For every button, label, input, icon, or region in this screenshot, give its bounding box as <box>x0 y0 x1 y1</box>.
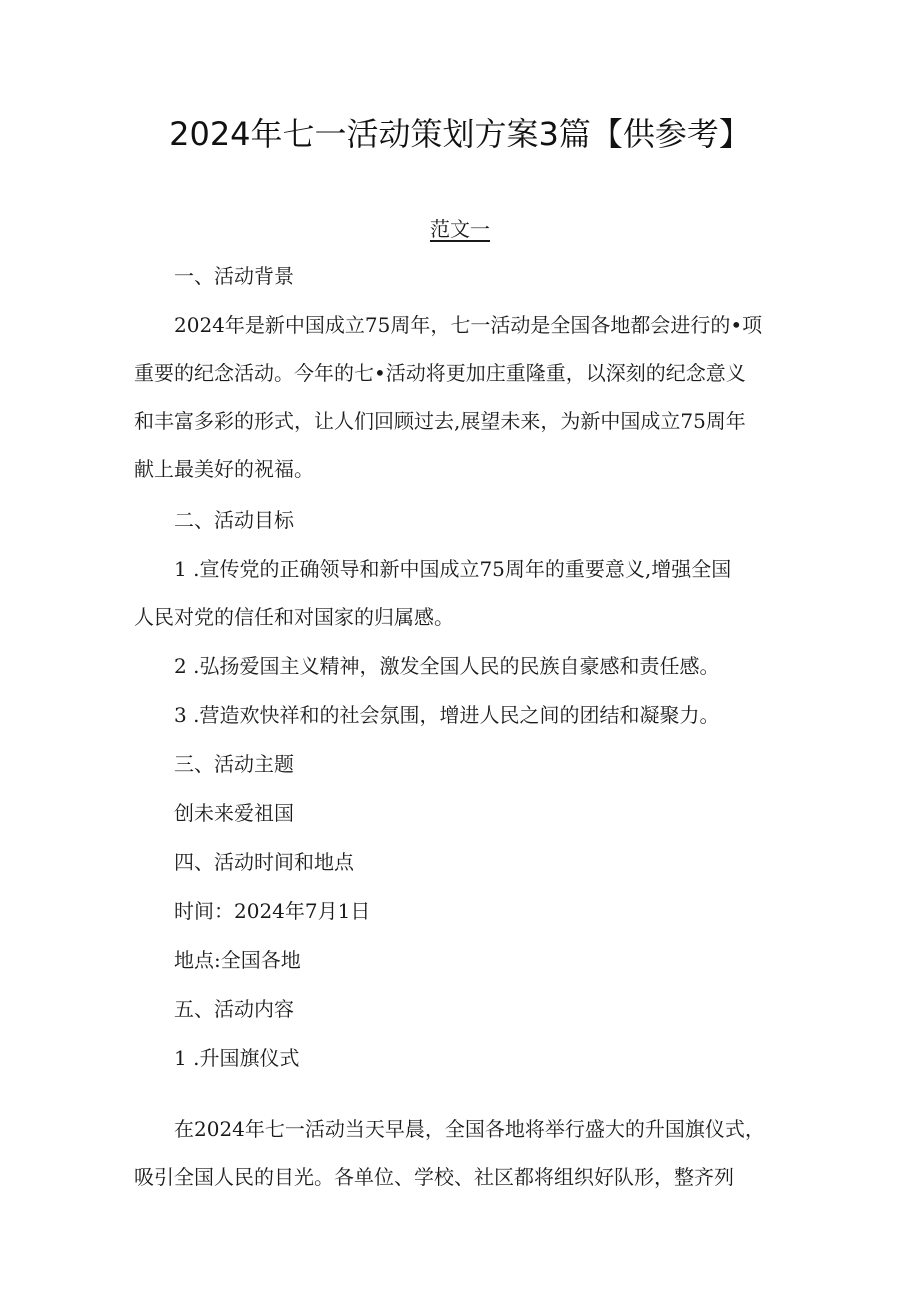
event-time: 时间：2024年7月1日 <box>174 899 371 923</box>
paragraph-background <box>134 310 794 502</box>
paragraph-flag-ceremony <box>134 1114 794 1210</box>
content-item-1: 1 .升国旗仪式 <box>174 1046 300 1070</box>
paragraph-line: 1 .宣传党的正确领导和新中国成立75周年的重要意义,增强全国 <box>174 557 732 581</box>
paragraph-line: 人民对党的信任和对国家的归属感。 <box>134 605 454 629</box>
paragraph-line: 重要的纪念活动。今年的七•活动将更加庄重隆重，以深刻的纪念意义 <box>134 361 746 385</box>
section-heading-theme: 三、活动主题 <box>174 752 294 776</box>
goal-item-3: 3 .营造欢快祥和的社会氛围，增进人民之间的团结和凝聚力。 <box>174 703 720 727</box>
paragraph-line: 吸引全国人民的目光。各单位、学校、社区都将组织好队形，整齐列 <box>134 1165 734 1189</box>
document-title: 2024年七一活动策划方案3篇【供参考】 <box>169 115 751 153</box>
theme-text: 创未来爱祖国 <box>174 801 294 825</box>
paragraph-line: 2024年是新中国成立75周年，七一活动是全国各地都会进行的•项 <box>174 313 763 337</box>
goal-item-1 <box>134 554 794 650</box>
paragraph-line: 和丰富多彩的形式，让人们回顾过去,展望未来，为新中国成立75周年 <box>134 409 746 433</box>
paragraph-line: 在2024年七一活动当天早晨，全国各地将举行盛大的升国旗仪式， <box>174 1117 765 1141</box>
section-heading-time-place: 四、活动时间和地点 <box>174 850 354 874</box>
section-heading-goals: 二、活动目标 <box>174 508 294 532</box>
goal-item-2: 2 .弘扬爱国主义精神，激发全国人民的民族自豪感和责任感。 <box>174 654 720 678</box>
document-subtitle: 范文一 <box>430 217 490 241</box>
section-heading-content: 五、活动内容 <box>174 997 294 1021</box>
event-place: 地点:全国各地 <box>174 948 301 972</box>
paragraph-line: 献上最美好的祝福。 <box>134 457 314 481</box>
section-heading-background: 一、活动背景 <box>174 264 294 288</box>
